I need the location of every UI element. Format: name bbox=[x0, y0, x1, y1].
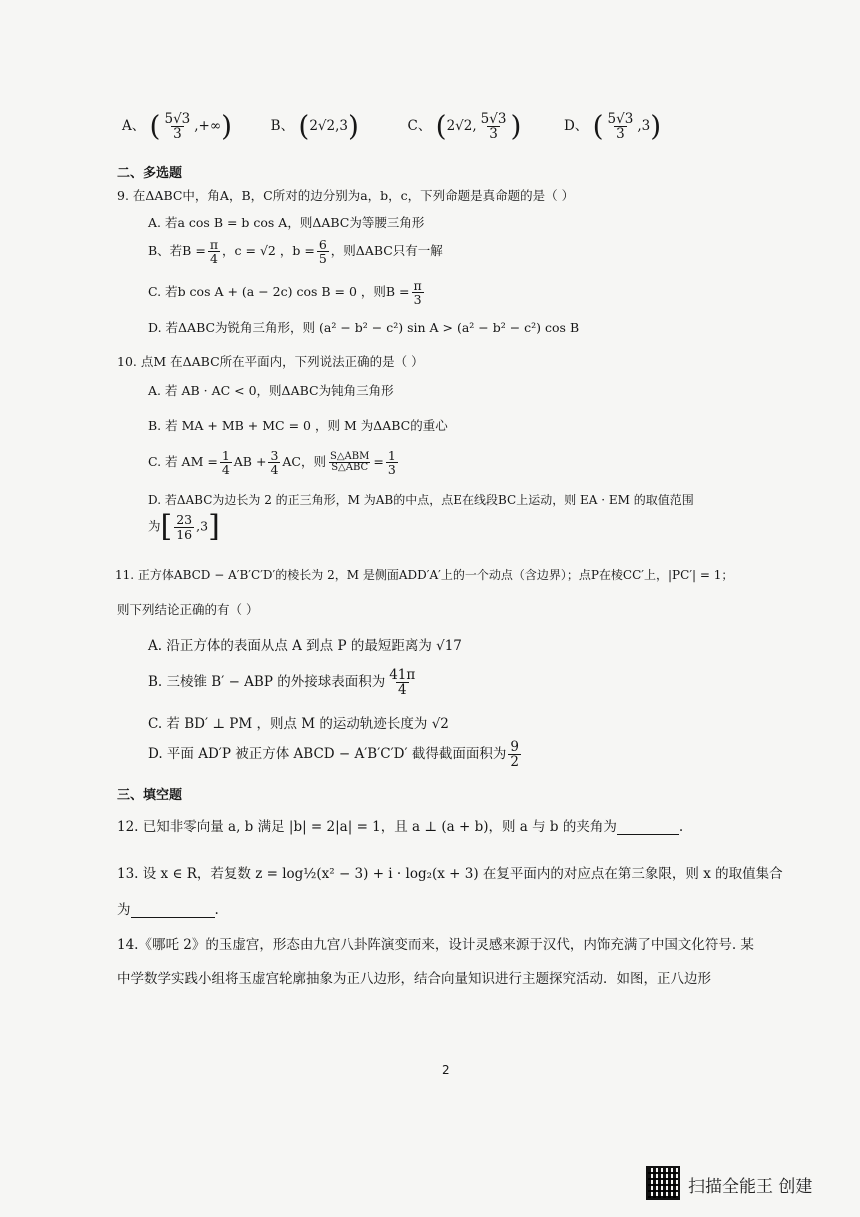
q8-option-c-label: C、 bbox=[407, 118, 432, 135]
q9-option-d: D. 若ΔABC为锐角三角形，则 (a² − b² − c²) sin A > (a² − b² − c²) cos B bbox=[148, 320, 580, 335]
q11-stem-line2: 则下列结论正确的有（ ） bbox=[117, 602, 259, 617]
q10-option-b: B. 若 MA + MB + MC = 0 ，则 M 为ΔABC的重心 bbox=[148, 418, 448, 433]
q8-option-d-rest: ,3 bbox=[637, 118, 651, 135]
q11-option-d: D. 平面 AD′P 被正方体 ABCD − A′B′C′D′ 截得截面面积为 $\frac{9}{2}$ bbox=[148, 739, 519, 771]
q9-option-a: A. 若a cos B = b cos A，则ΔABC为等腰三角形 bbox=[148, 215, 425, 230]
q8-option-a-rest: ,+∞ bbox=[194, 118, 222, 135]
section-title-fill-in: 三、填空题 bbox=[117, 788, 183, 803]
q10-option-c: C. 若 AM = $\frac{1}{4}$ AB + $\frac{3}{4}$ AC，则 $\frac{\text{S△ABM}}{\text{S△ABC}}$ = $\frac{1}{3}$ bbox=[148, 448, 396, 478]
q9-option-c: C. 若b cos A + (a − 2c) cos B = 0 ，则B = $\frac{\pi}{3}$ bbox=[148, 278, 422, 308]
q8-option-b-body: 2√2,3 bbox=[309, 118, 348, 135]
qr-code-icon bbox=[646, 1166, 680, 1200]
q8-option-c-frac: $\frac{5√3}{3}$ bbox=[480, 111, 507, 143]
q10-stem: 10. 点M 在ΔABC所在平面内，下列说法正确的是（ ） bbox=[117, 354, 424, 369]
page-number: 2 bbox=[442, 1063, 450, 1077]
q11-option-b: B. 三棱锥 B′ − ABP 的外接球表面积为 $\frac{41\pi}{4}$ bbox=[148, 667, 416, 699]
q14-line2: 中学数学实践小组将玉虚宫轮廓抽象为正八边形，结合向量知识进行主题探究活动．如图，正八边形 bbox=[117, 971, 711, 987]
q10-option-d: D. 若ΔABC为边长为 2 的正三角形，M 为AB的中点，点E在线段BC上运动，则 EA · EM 的取值范围 bbox=[148, 493, 694, 507]
q11-stem: 11. 正方体ABCD − A′B′C′D′的棱长为 2，M 是侧面ADD′A′上的一个动点（含边界）；点P在棱CC′上，|PC′| = 1； bbox=[115, 568, 734, 582]
scanner-watermark: 扫描全能王 创建 bbox=[688, 1177, 813, 1197]
q14-line1: 14.《哪吒 2》的玉虚宫，形态由九宫八卦阵演变而来，设计灵感来源于汉代，内饰充满了中国文化符号. 某 bbox=[117, 937, 754, 953]
q12-text: 12. 已知非零向量 a, b 满足 |b| = 2|a| = 1，且 a ⊥ (a + b)，则 a 与 b 的夹角为 . bbox=[117, 819, 684, 835]
q13-text: 13. 设 x ∈ R，若复数 z = log½(x² − 3) + i · log₂(x + 3) 在复平面内的对应点在第三象限，则 x 的取值集合 bbox=[117, 866, 783, 882]
q8-option-c-pre: 2√2, bbox=[446, 118, 477, 135]
q8-options-row: A、 ( $\frac{5√3}{3}$ ,+∞) B、 (2√2,3) C、 (2√2, $\frac{5√3}{3}$ ) D、 ( $\frac{5√3}{3}$ ,3) bbox=[122, 109, 662, 143]
q11-option-c: C. 若 BD′ ⊥ PM ，则点 M 的运动轨迹长度为 √2 bbox=[148, 716, 449, 732]
section-title-multi-choice: 二、多选题 bbox=[117, 166, 183, 181]
q9-stem: 9. 在ΔABC中，角A，B，C所对的边分别为a，b，c，下列命题是真命题的是（ ） bbox=[117, 188, 575, 203]
q8-option-d-frac: $\frac{5√3}{3}$ bbox=[607, 111, 634, 143]
q10-option-a: A. 若 AB · AC < 0，则ΔABC为钝角三角形 bbox=[148, 383, 394, 398]
q11-option-a: A. 沿正方体的表面从点 A 到点 P 的最短距离为 √17 bbox=[148, 638, 462, 654]
q8-option-a-label: A、 bbox=[122, 118, 146, 135]
q9-option-b: B、若B = $\frac{\pi}{4}$ ，c = √2 ，b = $\frac{6}{5}$ ，则ΔABC只有一解 bbox=[148, 237, 443, 267]
q12-answer-blank[interactable] bbox=[617, 820, 679, 835]
q13-line2: 为 . bbox=[117, 902, 219, 918]
q10-option-d-range: 为[ $\frac{23}{16}$ ,3] bbox=[148, 509, 220, 544]
q8-option-b-label: B、 bbox=[270, 118, 295, 135]
q8-option-d-label: D、 bbox=[563, 118, 589, 135]
q8-option-a-frac: $\frac{5√3}{3}$ bbox=[164, 111, 191, 143]
q13-answer-blank[interactable] bbox=[131, 903, 215, 918]
